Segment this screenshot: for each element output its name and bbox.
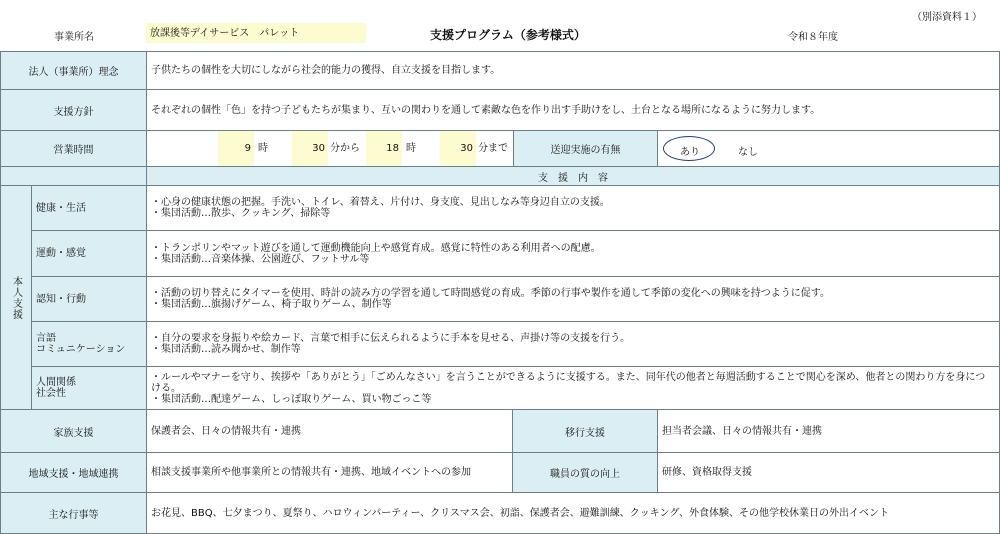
content-line: ・ルールやマナーを守り、挨拶や「ありがとう」「ごめんなさい」を言うことができるように支援する。また、同年代の他者と毎週活動することで関心を深め、他者との関わり方を身につ bbox=[151, 371, 986, 383]
family-support-label: 家族支援 bbox=[0, 409, 147, 453]
support-content-header: 支 援 内 容 bbox=[146, 166, 1000, 186]
staff-quality-value: 研修、資格取得支援 bbox=[657, 452, 1000, 493]
self-support-row-label: 人間関係 社会性 bbox=[31, 366, 147, 410]
end-hour-value: 18 bbox=[366, 131, 402, 166]
start-hour-unit: 時 bbox=[258, 143, 268, 154]
content-line: ・集団活動…音楽体操、公園遊び、フットサル等 bbox=[151, 253, 370, 265]
content-line: ・トランポリンやマット遊びを通して運動機能向上や感覚育成。感覚に特性のある利用者への配慮。 bbox=[151, 242, 601, 254]
community-support-label: 地域支援・地域連携 bbox=[0, 452, 147, 493]
self-support-row-content bbox=[146, 185, 1000, 231]
fiscal-year: 令和８年度 bbox=[788, 32, 838, 43]
self-support-row-label: 言語 コミュニケーション bbox=[31, 321, 147, 367]
transition-support-value: 担当者会議、日々の情報共有・連携 bbox=[657, 409, 1000, 453]
content-line: ・自分の要求を身振りや絵カード、言葉で相手に伝えられるように手本を見せる、声掛け等の支援を行う。 bbox=[151, 333, 631, 344]
self-support-group-label bbox=[0, 185, 32, 410]
self-support-row-label: 運動・感覚 bbox=[31, 230, 147, 277]
content-line: ・集団活動…配達ゲーム、しっぽ取りゲーム、買い物ごっこ等 bbox=[151, 393, 432, 405]
content-line: ける。 bbox=[151, 382, 181, 394]
self-support-row-content bbox=[146, 321, 1000, 367]
content-line: ・集団活動…読み聞かせ、制作等 bbox=[151, 344, 301, 355]
events-value: お花見、BBQ、七夕まつり、夏祭り、ハロウィンパーティー、クリスマス会、初詣、保護者会、避難訓練、クッキング、外食体験、その他学校休業日の外出イベント bbox=[146, 492, 1000, 534]
self-support-row-label: 健康・生活 bbox=[31, 185, 147, 231]
transport-yes: あり bbox=[680, 147, 700, 158]
self-support-row-content bbox=[146, 366, 1000, 410]
self-support-row-label: 認知・行動 bbox=[31, 276, 147, 322]
events-label: 主な行事等 bbox=[0, 492, 147, 534]
family-support-value: 保護者会、日々の情報共有・連携 bbox=[146, 409, 513, 453]
office-name-label: 事業所名 bbox=[54, 32, 94, 43]
community-support-value: 相談支援事業所や他事業所との情報共有・連携、地域イベントへの参加 bbox=[146, 452, 513, 493]
content-line: ・心身の健康状態の把握。手洗い、トイレ、着替え、片付け、身支度、見出しなみ等身辺自立の支援。 bbox=[151, 197, 610, 208]
self-support-row-content bbox=[146, 276, 1000, 322]
policy-label: 支援方針 bbox=[0, 89, 147, 131]
page-title: 支援プログラム（参考様式） bbox=[430, 28, 586, 42]
philosophy-value: 子供たちの個性を大切にしながら社会的能力の獲得、自立支援を目指します。 bbox=[146, 51, 1000, 90]
content-line: ・活動の切り替えにタイマーを使用、時計の読み方の学習を通して時間感覚の育成。季節の行事や製作を通して季節の変化への興味を持つように促す。 bbox=[151, 288, 830, 299]
office-name-value: 放課後等デイサービス パレット bbox=[146, 23, 366, 43]
support-content-corner bbox=[0, 166, 147, 186]
start-min-unit: 分から bbox=[330, 143, 360, 154]
content-line: ・集団活動…散歩、クッキング、掃除等 bbox=[151, 208, 331, 219]
transport-label: 送迎実施の有無 bbox=[513, 130, 658, 167]
hours-label: 営業時間 bbox=[0, 130, 147, 167]
end-min-value: 30 bbox=[440, 131, 476, 166]
end-min-unit: 分まで bbox=[478, 143, 508, 154]
transition-support-label: 移行支援 bbox=[512, 409, 658, 453]
appendix-note: （別添資料１） bbox=[912, 12, 982, 23]
start-hour-value: 9 bbox=[218, 131, 254, 166]
start-min-value: 30 bbox=[292, 131, 328, 166]
transport-no: なし bbox=[738, 147, 758, 158]
policy-value: それぞれの個性「色」を持つ子どもたちが集まり、互いの関わりを通して素敵な色を作り出す手助けをし、土台となる場所になるように努力します。 bbox=[146, 89, 1000, 131]
content-line: ・集団活動…旗揚げゲーム、椅子取りゲーム、制作等 bbox=[151, 299, 392, 310]
self-support-row-content bbox=[146, 230, 1000, 277]
self-support-group-text: 本人支援 bbox=[10, 275, 22, 320]
staff-quality-label: 職員の質の向上 bbox=[512, 452, 658, 493]
end-hour-unit: 時 bbox=[406, 143, 416, 154]
philosophy-label: 法人（事業所）理念 bbox=[0, 51, 147, 90]
